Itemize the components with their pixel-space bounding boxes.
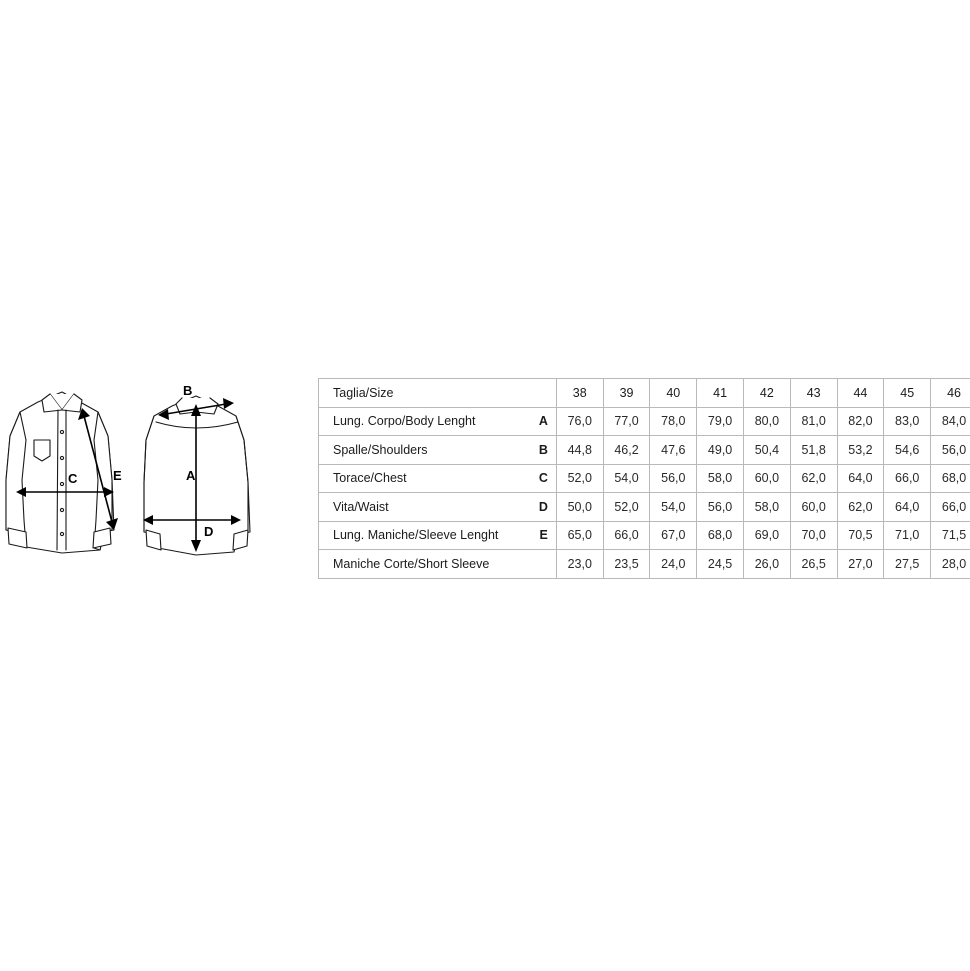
cell-value: 26,0 [743,550,790,579]
cell-value: 27,5 [884,550,931,579]
cell-value: 66,0 [884,464,931,493]
cell-value: 70,5 [837,521,884,550]
cell-value: 80,0 [743,407,790,436]
row-letter-e: E [539,528,548,543]
cell-value: 76,0 [556,407,603,436]
cell-value: 51,8 [790,436,837,465]
cell-value: 62,0 [837,493,884,522]
cell-value: 27,0 [837,550,884,579]
cell-value: 68,0 [931,464,970,493]
cell-value: 50,0 [556,493,603,522]
cell-value: 60,0 [743,464,790,493]
cell-value: 77,0 [603,407,650,436]
header-cell-size-41: 41 [697,379,744,408]
marker-d-label: D [204,524,214,539]
marker-b-label: B [183,383,193,398]
cell-value: 24,0 [650,550,697,579]
cell-value: 58,0 [743,493,790,522]
header-cell-taglia-size: Taglia/Size [319,379,557,408]
row-label-text: Lung. Corpo/Body Lenght [333,414,476,429]
cell-value: 24,5 [697,550,744,579]
marker-e-label: E [113,468,122,483]
row-label-text: Spalle/Shoulders [333,442,428,457]
cell-value: 68,0 [697,521,744,550]
row-label-text: Lung. Maniche/Sleeve Lenght [333,528,499,543]
cell-value: 49,0 [697,436,744,465]
cell-value: 66,0 [931,493,970,522]
cell-value: 65,0 [556,521,603,550]
cell-value: 56,0 [650,464,697,493]
row-label-text: Vita/Waist [333,499,389,514]
header-cell-size-43: 43 [790,379,837,408]
cell-value: 46,2 [603,436,650,465]
row-letter-a: A [538,414,548,429]
header-cell-size-46: 46 [931,379,970,408]
table-row [319,550,970,579]
row-label-text: Torace/Chest [333,471,407,486]
table-row [319,521,970,550]
cell-value: 26,5 [790,550,837,579]
row-letter-d: D [538,499,548,514]
cell-value: 66,0 [603,521,650,550]
cell-value: 71,0 [884,521,931,550]
cell-value: 44,8 [556,436,603,465]
row-label-sleeve-length [319,521,557,550]
header-cell-size-42: 42 [743,379,790,408]
cell-value: 69,0 [743,521,790,550]
table-row [319,464,970,493]
marker-c-label: C [68,471,78,486]
row-letter-b: B [538,442,548,457]
header-cell-size-44: 44 [837,379,884,408]
cell-value: 64,0 [884,493,931,522]
marker-a-label: A [186,468,196,483]
table-row [319,436,970,465]
header-cell-size-39: 39 [603,379,650,408]
cell-value: 52,0 [603,493,650,522]
cell-value: 52,0 [556,464,603,493]
cell-value: 60,0 [790,493,837,522]
cell-value: 58,0 [697,464,744,493]
cell-value: 83,0 [884,407,931,436]
header-cell-size-45: 45 [884,379,931,408]
cell-value: 53,2 [837,436,884,465]
cell-value: 62,0 [790,464,837,493]
header-cell-size-38: 38 [556,379,603,408]
cell-value: 56,0 [697,493,744,522]
cell-value: 82,0 [837,407,884,436]
table-row [319,407,970,436]
cell-value: 54,6 [884,436,931,465]
cell-value: 79,0 [697,407,744,436]
shirt-measurement-diagram [0,370,300,600]
cell-value: 50,4 [743,436,790,465]
cell-value: 64,0 [837,464,884,493]
cell-value: 47,6 [650,436,697,465]
row-label-waist [319,493,557,522]
row-label-text: Maniche Corte/Short Sleeve [333,556,490,571]
row-label-short-sleeve [319,550,557,579]
size-table [318,378,970,579]
cell-value: 81,0 [790,407,837,436]
cell-value: 67,0 [650,521,697,550]
cell-value: 23,5 [603,550,650,579]
cell-value: 28,0 [931,550,970,579]
cell-value: 54,0 [603,464,650,493]
cell-value: 71,5 [931,521,970,550]
cell-value: 70,0 [790,521,837,550]
cell-value: 56,0 [931,436,970,465]
table-header-row [319,379,970,408]
cell-value: 78,0 [650,407,697,436]
size-table-container [318,378,970,579]
row-label-chest [319,464,557,493]
row-label-shoulders [319,436,557,465]
table-row [319,493,970,522]
row-letter-c: C [538,471,548,486]
cell-value: 54,0 [650,493,697,522]
header-cell-size-40: 40 [650,379,697,408]
row-label-body-length [319,407,557,436]
cell-value: 23,0 [556,550,603,579]
cell-value: 84,0 [931,407,970,436]
